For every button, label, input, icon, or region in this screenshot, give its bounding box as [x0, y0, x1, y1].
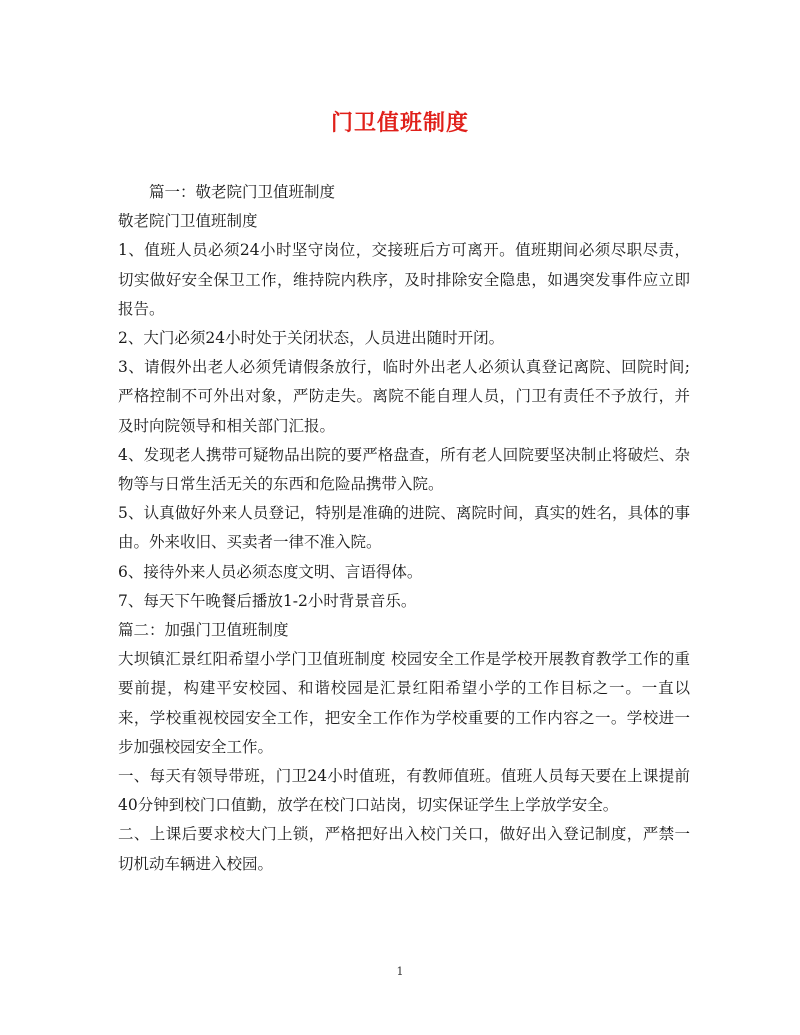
rule-item-7: 7、每天下午晚餐后播放1-2小时背景音乐。 — [118, 591, 417, 610]
rule-item-1: 1、值班人员必须24小时坚守岗位，交接班后方可离开。值班期间必须尽职尽责，切实做好安全保卫工作，维持院内秩序，及时排除安全隐患，如遇突发事件应立即报告。 — [118, 241, 690, 318]
section-heading-2: 篇二：加强门卫值班制度 — [118, 621, 289, 640]
rule-item-6: 6、接待外来人员必须态度文明、言语得体。 — [118, 562, 423, 581]
rule-item-4: 4、发现老人携带可疑物品出院的要严格盘查，所有老人回院要坚决制止将破烂、杂物等与日常生活无关的东西和危险品携带入院。 — [118, 445, 690, 494]
school-rule-1: 一、每天有领导带班，门卫24小时值班，有教师值班。值班人员每天要在上课提前40分钟到校门口值勤，放学在校门口站岗，切实保证学生上学放学安全。 — [118, 767, 690, 815]
page-number: 1 — [396, 965, 404, 978]
subheading: 敬老院门卫值班制度 — [118, 212, 258, 231]
section-heading-1: 篇一：敬老院门卫值班制度 — [149, 183, 336, 201]
rule-item-3: 3、请假外出老人必须凭请假条放行，临时外出老人必须认真登记离院、回院时间;严格控制不可外出对象，严防走失。离院不能自理人员，门卫有责任不予放行，并及时向院领导和相关部门汇报。 — [118, 358, 690, 435]
school-rule-2: 二、上课后要求校大门上锁，严格把好出入校门关口，做好出入登记制度，严禁一切机动车辆进入校园。 — [118, 825, 690, 873]
rule-item-5: 5、认真做好外来人员登记，特别是准确的进院、离院时间，真实的姓名，具体的事由。外来收旧、买卖者一律不准入院。 — [118, 504, 690, 552]
document-title: 门卫值班制度 — [330, 110, 469, 136]
intro-paragraph: 大坝镇汇景红阳希望小学门卫值班制度 校园安全工作是学校开展教育教学工作的重要前提，构建平安校园、和谐校园是汇景红阳希望小学的工作目标之一。一直以来，学校重视校园安全工作，把安全工作作为学校重要的工作内容之一。学校进一步加强校园安全工作。 — [118, 650, 690, 756]
rule-item-2: 2、大门必须24小时处于关闭状态，人员进出随时开闭。 — [118, 329, 505, 348]
document-body — [118, 178, 690, 879]
